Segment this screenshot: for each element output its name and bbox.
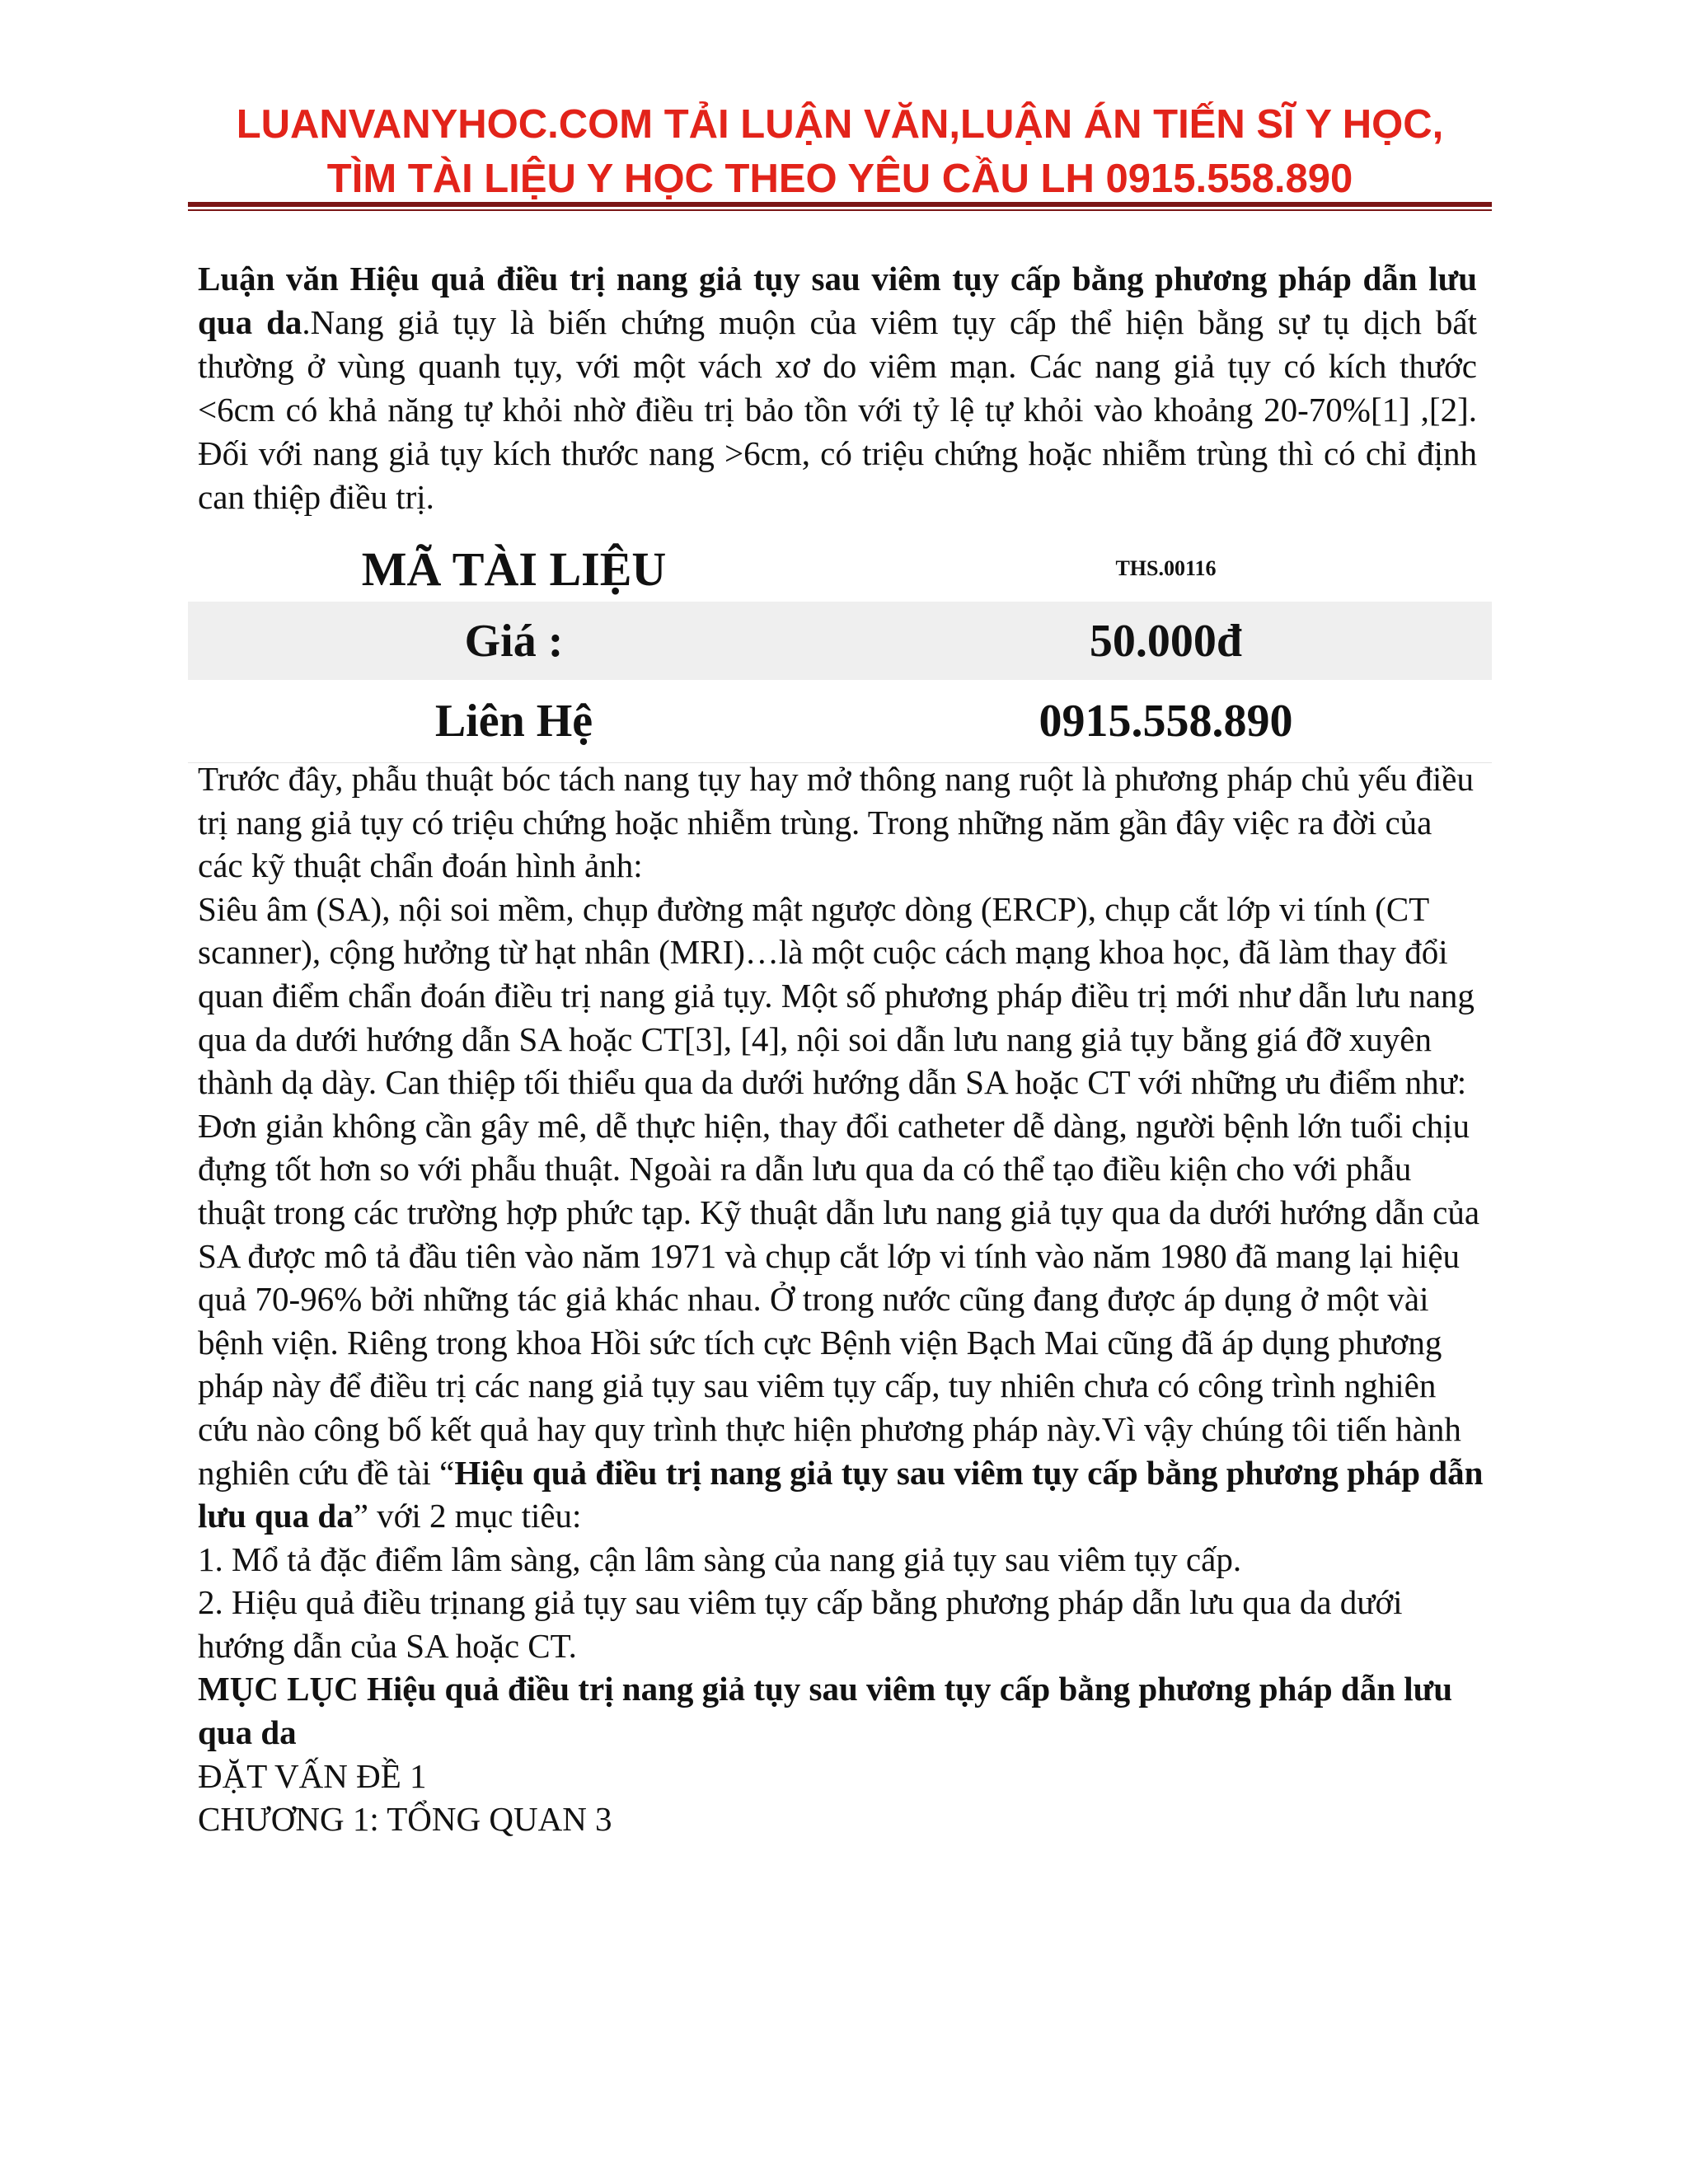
code-value: THS.00116: [1115, 556, 1217, 580]
body-paragraph-2-title: Hiệu quả điều trị nang giả tụy sau viêm tụy cấp bằng phương pháp dẫn lưu qua da: [198, 1453, 1484, 1535]
document-body: [198, 757, 1484, 1841]
header-divider-thin: [188, 209, 1492, 211]
price-value: 50.000đ: [1089, 615, 1243, 667]
info-row-contact: [188, 680, 1492, 763]
toc-item-1: ĐẶT VẤN ĐỀ 1: [198, 1756, 427, 1795]
header-divider: [188, 202, 1492, 207]
code-label: MÃ TÀI LIỆU: [361, 541, 667, 596]
body-paragraph-1: Trước đây, phẫu thuật bóc tách nang tụy hay mở thông nang ruột là phương pháp chủ yếu điều trị nang giả tụy có triệu chứng hoặc nhiễm trùng. Trong những năm gần đây việc ra đời của các kỹ thuật chẩn đoán hình ảnh:: [198, 760, 1474, 885]
objective-2: 2. Hiệu quả điều trịnang giả tụy sau viêm tụy cấp bằng phương pháp dẫn lưu qua da dưới hướng dẫn của SA hoặc CT.: [198, 1583, 1403, 1665]
info-row-price: [188, 602, 1492, 680]
banner-line-1: LUANVANYHOC.COM TẢI LUẬN VĂN,LUẬN ÁN TIẾN SĨ Y HỌC,: [236, 102, 1444, 147]
toc-item-2: CHƯƠNG 1: TỔNG QUAN 3: [198, 1800, 612, 1839]
toc-heading-text: MỤC LỤC Hiệu quả điều trị nang giả tụy sau viêm tụy cấp bằng phương pháp dẫn lưu qua da: [198, 1670, 1453, 1752]
info-row-code: [188, 536, 1492, 602]
document-info-table: [188, 536, 1492, 763]
body-paragraph-2: [198, 888, 1484, 1538]
body-paragraph-2-text: Siêu âm (SA), nội soi mềm, chụp đường mật ngược dòng (ERCP), chụp cắt lớp vi tính (CT scanner), cộng hưởng từ hạt nhân (MRI)…là một cuộc cách mạng khoa học, đã làm thay đổi quan điểm chẩn đoán điều trị nang giả tụy. Một số phương pháp điều trị mới như dẫn lưu nang qua da dưới hướng dẫn SA hoặc CT[3], [4], nội soi dẫn lưu nang giả tụy bằng giá đỡ xuyên thành dạ dày. Can thiệp tối thiểu qua da dưới hướng dẫn SA hoặc CT với những ưu điểm như: Đơn giản không cần gây mê, dễ thực hiện, thay đổi catheter dễ dàng, người bệnh lớn tuổi chịu đựng tốt hơn so với phẫu thuật. Ngoài ra dẫn lưu qua da có thể tạo điều kiện cho với phẫu thuật trong các trường hợp phức tạp. Kỹ thuật dẫn lưu nang giả tụy qua da dưới hướng dẫn của SA được mô tả đầu tiên vào năm 1971 và chụp cắt lớp vi tính vào năm 1980 đã mang lại hiệu quả 70-96% bởi những tác giả khác nhau. Ở trong nước cũng đang được áp dụng ở một vài bệnh viện. Riêng trong khoa Hồi sức tích cực Bệnh viện Bạch Mai cũng đã áp dụng phương pháp này để điều trị các nang giả tụy sau viêm tụy cấp, tuy nhiên chưa có công trình nghiên cứu nào công bố kết quả hay quy trình thực hiện phương pháp này.Vì vậy chúng tôi tiến hành nghiên cứu đề tài “: [198, 889, 1480, 1492]
objective-1: 1. Mổ tả đặc điểm lâm sàng, cận lâm sàng của nang giả tụy sau viêm tụy cấp.: [198, 1540, 1242, 1578]
document-title: Luận văn Hiệu quả điều trị nang giả tụy sau viêm tụy cấp bằng phương pháp dẫn lưu qua da: [198, 260, 1477, 341]
intro-text: .Nang giả tụy là biến chứng muộn của viêm tụy cấp thể hiện bằng sự tụ dịch bất thường ở vùng quanh tụy, với một vách xơ do viêm mạn. Các nang giả tụy có kích thước <6cm có khả năng tự khỏi nhờ điều trị bảo tồn với tỷ lệ tự khỏi vào khoảng 20-70%[1] ,[2]. Đối với nang giả tụy kích thước nang >6cm, có triệu chứng hoặc nhiễm trùng thì có chỉ định can thiệp điều trị.: [198, 303, 1477, 516]
contact-label: Liên Hệ: [434, 696, 593, 747]
site-banner: [188, 97, 1492, 206]
contact-value: 0915.558.890: [1039, 696, 1293, 747]
toc-heading: [198, 1667, 1484, 1754]
price-label: Giá :: [464, 615, 564, 667]
intro-paragraph: [198, 257, 1477, 519]
banner-line-2: TÌM TÀI LIỆU Y HỌC THEO YÊU CẦU LH 0915.558.890: [326, 157, 1353, 201]
body-paragraph-2-tail: ” với 2 mục tiêu:: [353, 1497, 582, 1535]
